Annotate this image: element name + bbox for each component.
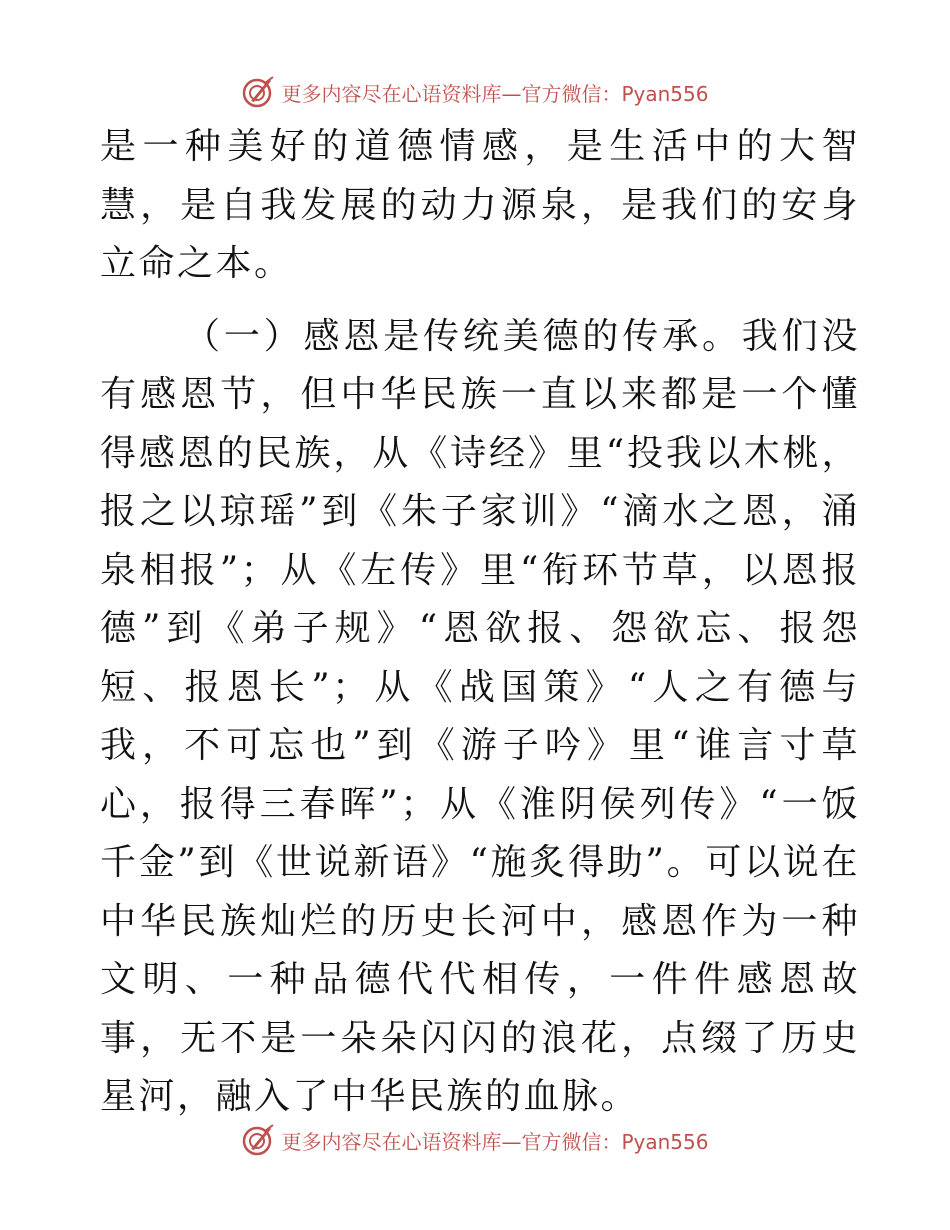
footer-watermark <box>0 1120 950 1160</box>
watermark-sub-text: 官方微信：Pyan556 <box>521 81 709 106</box>
watermark-main-text: 更多内容尽在心语资料库 <box>281 1129 502 1154</box>
document-body <box>100 118 860 1127</box>
watermark-sub-text: 官方微信：Pyan556 <box>521 1129 709 1154</box>
watermark-text <box>281 78 708 107</box>
quill-logo-icon <box>241 1123 275 1157</box>
paragraph-gratitude-tradition: （一）感恩是传统美德的传承。我们没有感恩节，但中华民族一直以来都是一个懂得感恩的民族，从《诗经》里“投我以木桃，报之以琼瑶”到《朱子家训》“滴水之恩，涌泉相报”；从《左传》里“衔环节草，以恩报德”到《弟子规》“恩欲报、怨欲忘、报怨短、报恩长”；从《战国策》“人之有德与我，不可忘也”到《游子吟》里“谁言寸草心，报得三春晖”；从《淮阴侯列传》“一饭千金”到《世说新语》“施炙得助”。可以说在中华民族灿烂的历史长河中，感恩作为一种文明、一种品德代代相传，一件件感恩故事，无不是一朵朵闪闪的浪花，点缀了历史星河，融入了中华民族的血脉。 <box>100 315 860 1117</box>
header-watermark <box>0 72 950 112</box>
watermark-dash: — <box>501 1129 522 1154</box>
watermark-text <box>281 1126 708 1155</box>
paragraph-continuation: 是一种美好的道德情感，是生活中的大智慧，是自我发展的动力源泉，是我们的安身立命之本。 <box>100 126 860 284</box>
watermark-dash: — <box>501 81 522 106</box>
watermark-main-text: 更多内容尽在心语资料库 <box>281 81 502 106</box>
quill-logo-icon <box>241 75 275 109</box>
